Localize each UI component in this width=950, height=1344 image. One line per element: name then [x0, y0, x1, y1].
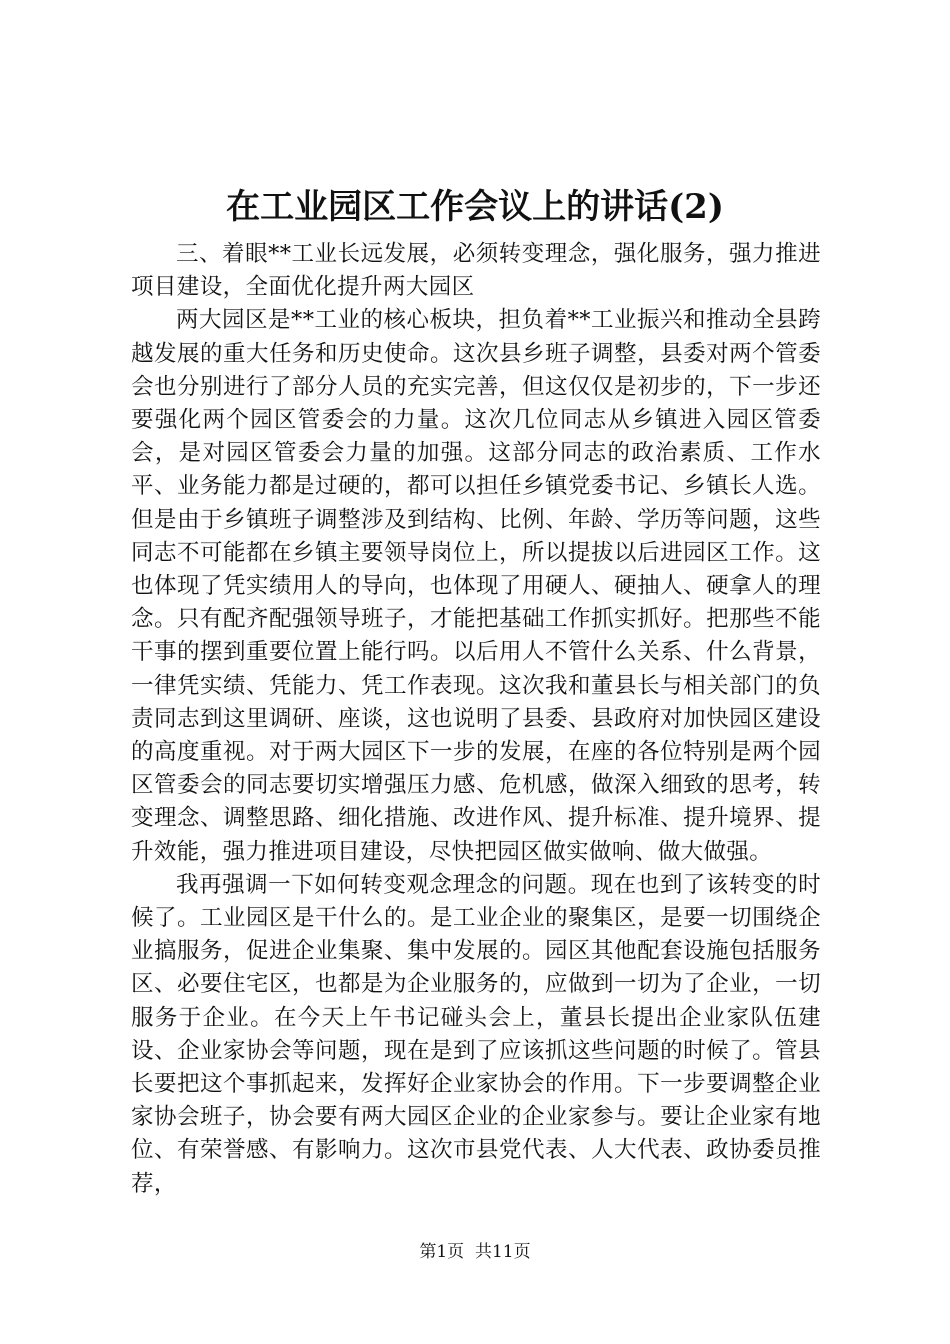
- document-body: [131, 238, 821, 1201]
- page-footer: [0, 1240, 950, 1264]
- document-title: 在工业园区工作会议上的讲话(2): [226, 187, 724, 227]
- paragraph-section-heading: 三、着眼**工业长远发展，必须转变理念，强化服务，强力推进项目建设，全面优化提升两大园区: [131, 241, 821, 301]
- paragraph-change-mindset: 我再强调一下如何转变观念理念的问题。现在也到了该转变的时候了。工业园区是干什么的。是工业企业的聚集区，是要一切围绕企业搞服务，促进企业集聚、集中发展的。园区其他配套设施包括服务区、必要住宅区，也都是为企业服务的，应做到一切为了企业，一切服务于企业。在今天上午书记碰头会上，董县长提出企业家队伍建设、企业家协会等问题，现在是到了应该抓这些问题的时候了。管县长要把这个事抓起来，发挥好企业家协会的作用。下一步要调整企业家协会班子，协会要有两大园区企业的企业家参与。要让企业家有地位、有荣誉感、有影响力。这次市县党代表、人大代表、政协委员推荐，: [131, 871, 821, 1197]
- paragraph-park-leadership: 两大园区是**工业的核心板块，担负着**工业振兴和推动全县跨越发展的重大任务和历史使命。这次县乡班子调整，县委对两个管委会也分别进行了部分人员的充实完善，但这仅仅是初步的，下一步还要强化两个园区管委会的力量。这次几位同志从乡镇进入园区管委会，是对园区管委会力量的加强。这部分同志的政治素质、工作水平、业务能力都是过硬的，都可以担任乡镇党委书记、乡镇长人选。但是由于乡镇班子调整涉及到结构、比例、年龄、学历等问题，这些同志不可能都在乡镇主要领导岗位上，所以提拔以后进园区工作。这也体现了凭实绩用人的导向，也体现了用硬人、硬抽人、硬拿人的理念。只有配齐配强领导班子，才能把基础工作抓实抓好。把那些不能干事的摆到重要位置上能行吗。以后用人不管什么关系、什么背景，一律凭实绩、凭能力、凭工作表现。这次我和董县长与相关部门的负责同志到这里调研、座谈，这也说明了县委、县政府对加快园区建设的高度重视。对于两大园区下一步的发展，在座的各位特别是两个园区管委会的同志要切实增强压力感、危机感，做深入细致的思考，转变理念、调整思路、细化措施、改进作风、提升标准、提升境界、提升效能，强力推进项目建设，尽快把园区做实做响、做大做强。: [131, 307, 821, 865]
- page-number: 第1页 共11页: [419, 1242, 531, 1262]
